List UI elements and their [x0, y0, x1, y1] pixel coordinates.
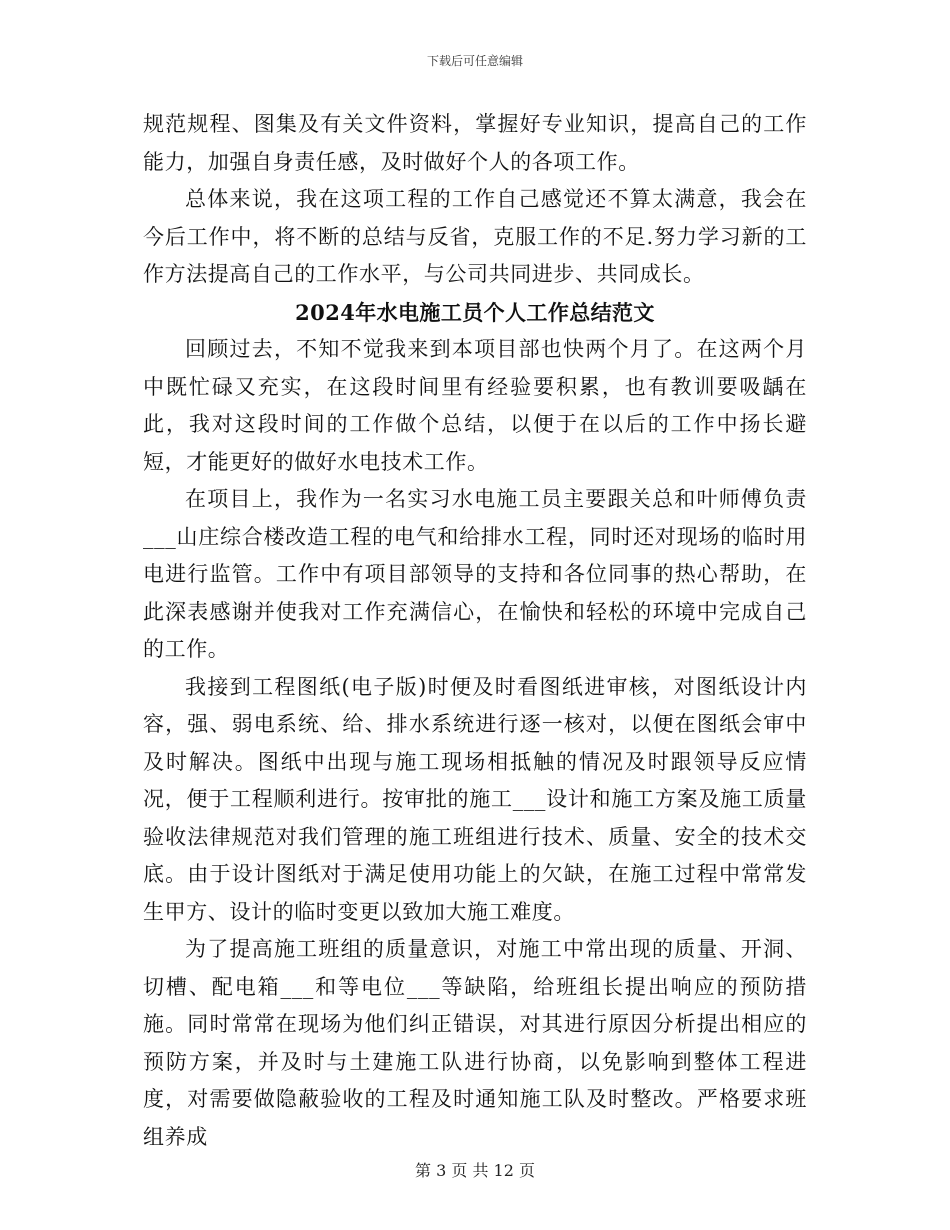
paragraph-drawing-review: 我接到工程图纸(电子版)时便及时看图纸进审核，对图纸设计内容，强、弱电系统、给、排水系统进行逐一核对，以便在图纸会审中及时解决。图纸中出现与施工现场相抵触的情况及时跟领导反应情况，便于工程顺利进行。按审批的施工___设计和施工方案及施工质量验收法律规范对我们管理的施工班组进行技术、质量、安全的技术交底。由于设计图纸对于满足使用功能上的欠缺，在施工过程中常常发生甲方、设计的临时变更以致加大施工难度。 — [143, 674, 807, 924]
document-body — [143, 106, 807, 1156]
page-number: 第 3 页 共 12 页 — [415, 1161, 535, 1180]
document-title: 2024年水电施工员个人工作总结范文 — [295, 299, 655, 325]
page-header-note: 下载后可任意编辑 — [426, 54, 523, 68]
paragraph-project-role: 在项目上，我作为一名实习水电施工员主要跟关总和叶师傅负责___山庄综合楼改造工程的电气和给排水工程，同时还对现场的临时用电进行监管。工作中有项目部领导的支持和各位同事的热心帮助，在此深表感谢并使我对工作充满信心，在愉快和轻松的环境中完成自己的工作。 — [143, 487, 807, 661]
paragraph-continuation: 规范规程、图集及有关文件资料，掌握好专业知识，提高自己的工作能力，加强自身责任感，及时做好个人的各项工作。 — [143, 112, 807, 174]
paragraph-summary: 总体来说，我在这项工程的工作自己感觉还不算太满意，我会在今后工作中，将不断的总结与反省，克服工作的不足.努力学习新的工作方法提高自己的工作水平，与公司共同进步、共同成长。 — [143, 187, 807, 286]
paragraph-review: 回顾过去，不知不觉我来到本项目部也快两个月了。在这两个月中既忙碌又充实，在这段时间里有经验要积累，也有教训要吸龋在此，我对这段时间的工作做个总结，以便于在以后的工作中扬长避短，才能更好的做好水电技术工作。 — [143, 337, 807, 474]
paragraph-quality: 为了提高施工班组的质量意识，对施工中常出现的质量、开洞、切槽、配电箱___和等电位___等缺陷，给班组长提出响应的预防措施。同时常常在现场为他们纠正错误，对其进行原因分析提出相应的预防方案，并及时与土建施工队进行协商，以免影响到整体工程进度，对需要做隐蔽验收的工程及时通知施工队及时整改。严格要求班组养成 — [143, 937, 807, 1149]
